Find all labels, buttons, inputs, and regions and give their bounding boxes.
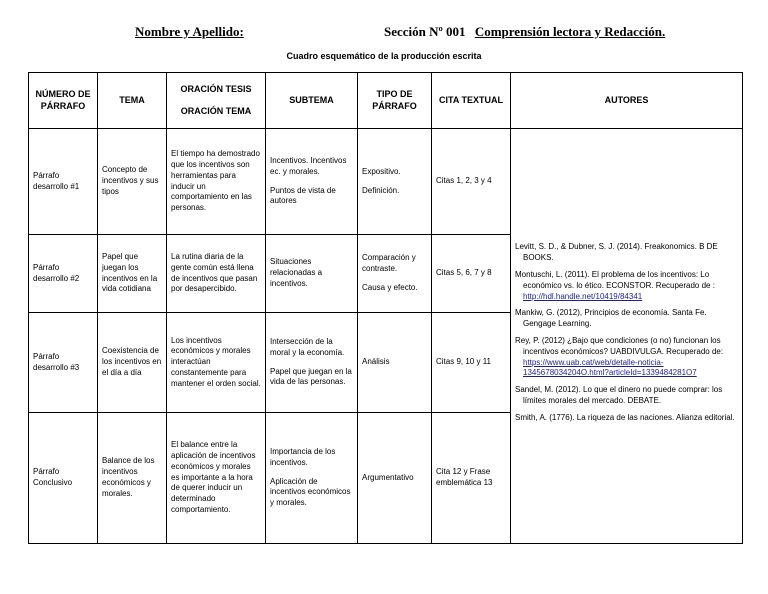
col-header-cita: CITA TEXTUAL [432,73,511,129]
cell-cita: Citas 5, 6, 7 y 8 [432,235,511,313]
cell-oracion: El tiempo ha demostrado que los incentivos son herramientas para inducir un comportamiento en las personas. [167,129,266,235]
col-header-subtema: SUBTEMA [266,73,358,129]
course-title: Comprensión lectora y Redacción. [474,24,666,39]
tipo-line-1: Comparación y contraste. [362,253,416,274]
col-header-oracion-tema: ORACIÓN TEMA [180,105,252,116]
subtema-line-2: Aplicación de incentivos económicos y morales. [270,476,351,508]
col-header-tema: TEMA [98,73,167,129]
col-header-autores: AUTORES [511,73,743,129]
cell-tipo [358,235,432,313]
cell-oracion: El balance entre la aplicación de incentivos económicos y morales es importante a la hora de querer inducir un determinado comportamiento. [167,413,266,544]
tipo-line-1: Argumentativo [362,472,414,482]
cell-subtema [266,413,358,544]
section-number: Sección Nº 001 [384,24,466,39]
name-label: Nombre y Apellido: [135,24,244,39]
subtema-line-1: Importancia de los incentivos. [270,447,336,467]
summary-table [28,72,743,544]
cell-tema: Papel que juegan los incentivos en la vida cotidiana [98,235,167,313]
cell-cita: Citas 1, 2, 3 y 4 [432,129,511,235]
reference-text: Levitt, S. D., & Dubner, S. J. (2014). Freakonomics. B DE BOOKS. [515,242,718,263]
authors-cell [511,129,743,544]
reference-item [515,308,738,330]
cell-oracion: Los incentivos económicos y morales interactúan constantemente para mantener el orden social. [167,313,266,413]
reference-item [515,336,738,379]
cell-subtema [266,313,358,413]
cell-tipo [358,413,432,544]
tipo-line-2: Causa y efecto. [362,282,418,292]
section-label [384,24,665,40]
subtema-line-1: Intersección de la moral y la economía. [270,336,345,357]
reference-text: Smith, A. (1776). La riqueza de las naciones. Alianza editorial. [515,412,735,422]
cell-tema: Balance de los incentivos económicos y morales. [98,413,167,544]
reference-text: Rey, P. (2012) ¿Bajo que condiciones (o no) funcionan los incentivos económicos? UABDIVULGA. Recuperado de: [515,336,724,356]
subtema-line-1: Incentivos. Incentivos ec. y morales. [270,155,347,176]
reference-text: Mankiw, G. (2012), Principios de economía. Santa Fe. Gengage Learning. [515,308,707,329]
cell-numero: Párrafo desarrollo #3 [29,313,98,413]
cell-cita: Citas 9, 10 y 11 [432,313,511,413]
subtema-line-2: Puntos de vista de autores [270,185,336,206]
col-header-tipo: TIPO DE PÁRRAFO [358,73,432,129]
col-header-oracion [167,73,266,129]
reference-text: Montuschi, L. (2011). El problema de los incentivos: Lo económico vs. lo ético. ECONSTOR. Recuperado de : [515,270,715,290]
reference-link[interactable]: http://hdl.handle.net/10419/84341 [523,291,643,301]
cell-tema: Concepto de incentivos y sus tipos [98,129,167,235]
reference-item [515,242,738,264]
reference-item [515,270,738,302]
subtema-line-2: Papel que juegan en la vida de las personas. [270,366,352,387]
cell-numero: Párrafo desarrollo #2 [29,235,98,313]
cell-tipo [358,313,432,413]
tipo-line-2: Definición. [362,185,400,195]
reference-link[interactable]: https://www.uab.cat/web/detalle-noticia-1345678034204O.html?articleId=1339484281O7 [523,357,697,378]
table-header-row [29,73,743,129]
reference-item [515,413,738,424]
reference-text: Sandel, M. (2012). Lo que el dinero no puede comprar: los límites morales del mercado. DEBATE. [515,385,723,405]
tipo-line-1: Análisis [362,357,390,367]
table-row [29,129,743,235]
cell-subtema [266,129,358,235]
col-header-oracion-tesis: ORACIÓN TESIS [180,83,252,94]
cell-numero: Párrafo Conclusivo [29,413,98,544]
cell-tema: Coexistencia de los incentivos en el día a día [98,313,167,413]
tipo-line-1: Expositivo. [362,166,401,176]
subtema-line-1: Situaciones relacionadas a incentivos. [270,257,323,288]
cell-subtema [266,235,358,313]
cell-tipo [358,129,432,235]
col-header-numero: NÚMERO DE PÁRRAFO [29,73,98,129]
document-subtitle: Cuadro esquemático de la producción escrita [286,51,482,61]
cell-oracion: La rutina diaria de la gente común está llena de incentivos que pasan por desapercibido. [167,235,266,313]
reference-item [515,385,738,407]
cell-cita: Cita 12 y Frase emblemática 13 [432,413,511,544]
cell-numero: Párrafo desarrollo #1 [29,129,98,235]
page-header [0,24,768,44]
